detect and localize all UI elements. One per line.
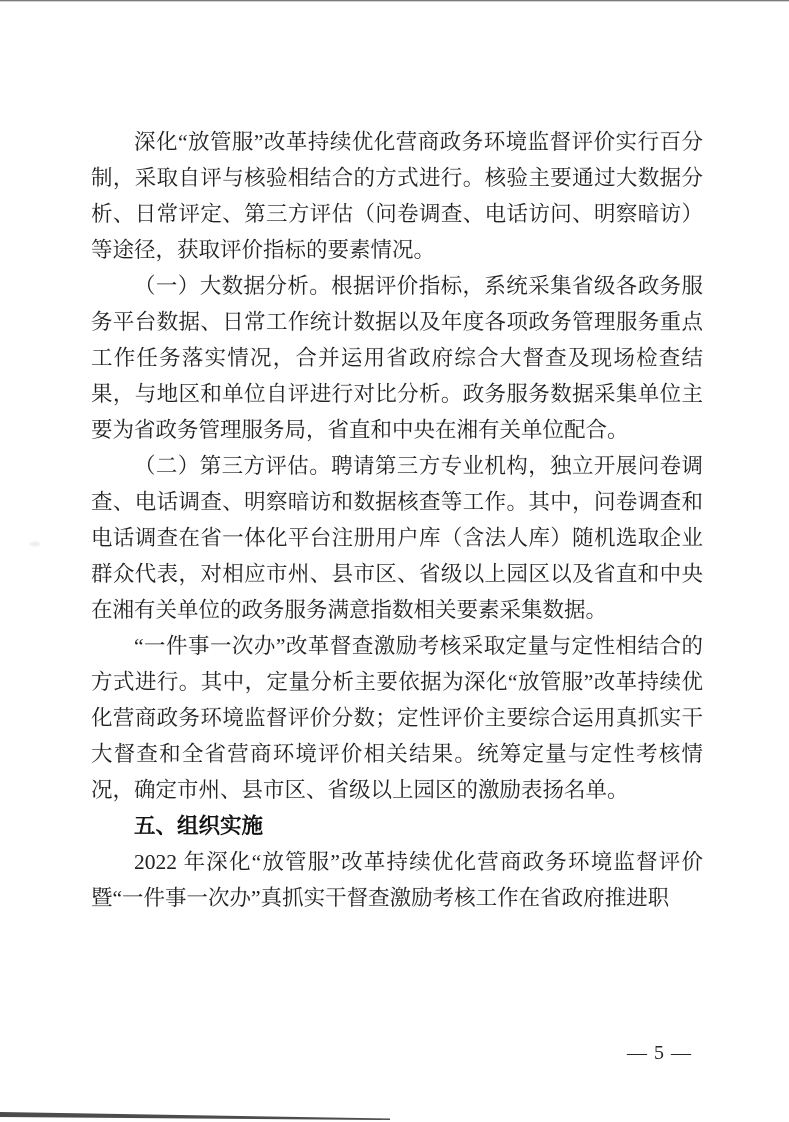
- section-heading: 五、组织实施: [134, 814, 264, 838]
- paragraph-third-party-assessment: （二）第三方评估。聘请第三方专业机构，独立开展问卷调查、电话调查、明察暗访和数据核查等工作。其中，问卷调查和电话调查在省一体化平台注册用户库（含法人库）随机选取企业群众代表，对相应市州、县市区、省级以上园区以及省直和中央在湘有关单位的政务服务满意指数相关要素采集数据。: [91, 454, 703, 622]
- paragraph-organization-implementation: 2022 年深化“放管服”改革持续优化营商政务环境监督评价暨“一件事一次办”真抓实干督查激励考核工作在省政府推进职: [91, 850, 703, 910]
- page-number: — 5 —: [627, 1042, 692, 1064]
- scan-edge-top-artifact: [0, 0, 789, 2]
- document-body: [91, 124, 703, 916]
- paragraph-incentive-assessment: “一件事一次办”改革督查激励考核采取定量与定性相结合的方式进行。其中，定量分析主要依据为深化“放管服”改革持续优化营商政务环境监督评价分数；定性评价主要综合运用真抓实干大督查和全省营商环境评价相关结果。统筹定量与定性考核情况，确定市州、县市区、省级以上园区的激励表扬名单。: [91, 634, 703, 802]
- scan-smudge-artifact: [29, 541, 41, 547]
- paragraph-big-data-analysis: （一）大数据分析。根据评价指标，系统采集省级各政务服务平台数据、日常工作统计数据以及年度各项政务管理服务重点工作任务落实情况，合并运用省政府综合大督查及现场检查结果，与地区和单位自评进行对比分析。政务服务数据采集单位主要为省政务管理服务局，省直和中央在湘有关单位配合。: [91, 274, 703, 442]
- scan-edge-bottom-artifact: [0, 1106, 400, 1122]
- paragraph-evaluation-method: 深化“放管服”改革持续优化营商政务环境监督评价实行百分制，采取自评与核验相结合的方式进行。核验主要通过大数据分析、日常评定、第三方评估（问卷调查、电话访问、明察暗访）等途径，获取评价指标的要素情况。: [91, 130, 703, 262]
